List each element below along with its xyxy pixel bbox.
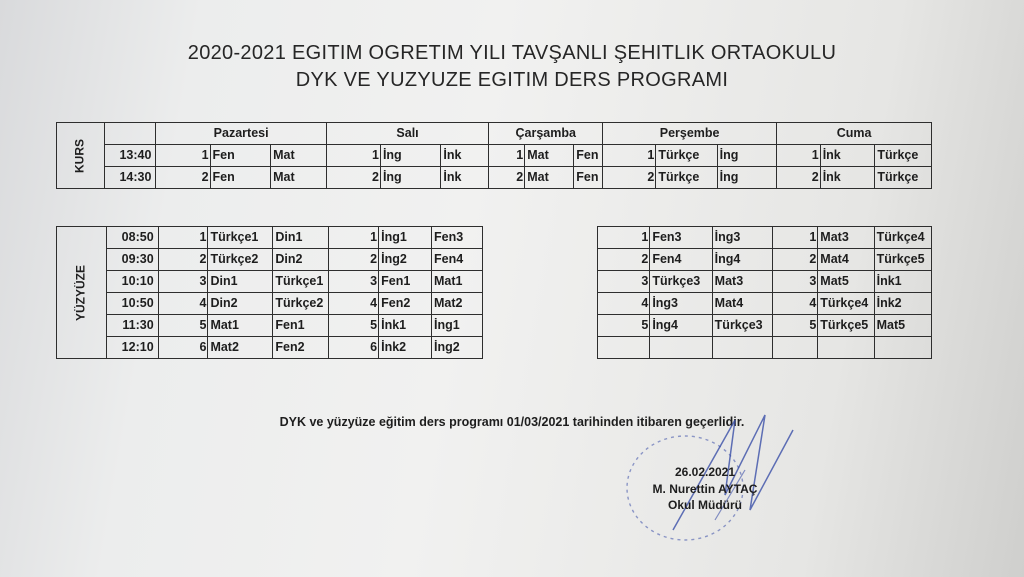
- kurs-table: [56, 122, 932, 189]
- lesson-cell: Fen4: [432, 249, 483, 271]
- table-row: [57, 167, 932, 189]
- lesson-cell: Mat4: [712, 293, 772, 315]
- time-cell: 10:10: [106, 271, 158, 293]
- period-number: 2: [329, 249, 379, 271]
- lesson-cell: Mat2: [432, 293, 483, 315]
- period-number: 1: [773, 227, 818, 249]
- lesson-cell: [818, 337, 874, 359]
- lesson-cell: Mat3: [818, 227, 874, 249]
- table-row: [57, 227, 483, 249]
- lesson-cell: Mat: [271, 167, 327, 189]
- lesson-cell: İng4: [650, 315, 712, 337]
- signature-date: 26.02.2021: [674, 465, 736, 479]
- day-header-sali: Salı: [326, 123, 488, 145]
- lesson-cell: Din1: [208, 271, 273, 293]
- table-row: [57, 315, 483, 337]
- lesson-cell: Türkçe3: [650, 271, 712, 293]
- lesson-cell: Türkçe5: [874, 249, 931, 271]
- time-cell: 08:50: [106, 227, 158, 249]
- period-number: 4: [329, 293, 379, 315]
- lesson-cell: Fen: [574, 145, 603, 167]
- lesson-cell: Türkçe4: [874, 227, 931, 249]
- lesson-cell: İnk1: [379, 315, 432, 337]
- period-number: 2: [326, 167, 380, 189]
- lesson-cell: İng: [717, 167, 776, 189]
- time-cell: 10:50: [106, 293, 158, 315]
- signature-name: M. Nurettin AYTAÇ: [652, 482, 758, 496]
- lesson-cell: Din2: [273, 249, 329, 271]
- table-row: [57, 249, 483, 271]
- lesson-cell: İng: [380, 167, 440, 189]
- stamp-signature-graphic: [615, 400, 815, 560]
- period-number: 4: [773, 293, 818, 315]
- lesson-cell: [712, 337, 772, 359]
- lesson-cell: Fen: [210, 145, 271, 167]
- lesson-cell: Fen4: [650, 249, 712, 271]
- lesson-cell: İnk: [441, 167, 489, 189]
- table-row: [598, 227, 932, 249]
- lesson-cell: Mat1: [208, 315, 273, 337]
- day-header-cuma: Cuma: [777, 123, 932, 145]
- lesson-cell: Türkçe: [875, 167, 932, 189]
- lesson-cell: Mat4: [818, 249, 874, 271]
- table-row: [598, 315, 932, 337]
- lesson-cell: [874, 337, 931, 359]
- lesson-cell: Mat5: [874, 315, 931, 337]
- lesson-cell: Fen1: [273, 315, 329, 337]
- header-blank: [104, 123, 155, 145]
- period-number: [773, 337, 818, 359]
- period-number: 1: [777, 145, 821, 167]
- period-number: 1: [598, 227, 650, 249]
- time-cell: 11:30: [106, 315, 158, 337]
- period-number: 5: [773, 315, 818, 337]
- lesson-cell: İng4: [712, 249, 772, 271]
- period-number: 5: [598, 315, 650, 337]
- lesson-cell: İnk1: [874, 271, 931, 293]
- period-number: 6: [158, 337, 208, 359]
- lesson-cell: İnk: [441, 145, 489, 167]
- lesson-cell: Fen3: [432, 227, 483, 249]
- lesson-cell: Türkçe: [875, 145, 932, 167]
- period-number: 2: [156, 167, 210, 189]
- period-number: [598, 337, 650, 359]
- period-number: 1: [326, 145, 380, 167]
- table-row: [598, 337, 932, 359]
- table-row: [598, 271, 932, 293]
- period-number: 3: [329, 271, 379, 293]
- lesson-cell: İng2: [379, 249, 432, 271]
- table-row: [57, 145, 932, 167]
- period-number: 2: [489, 167, 525, 189]
- day-header-pazartesi: Pazartesi: [156, 123, 326, 145]
- lesson-cell: Fen: [574, 167, 603, 189]
- period-number: 2: [777, 167, 821, 189]
- time-cell: 09:30: [106, 249, 158, 271]
- lesson-cell: İnk2: [379, 337, 432, 359]
- period-number: 5: [329, 315, 379, 337]
- period-number: 3: [158, 271, 208, 293]
- table-row: [598, 293, 932, 315]
- lesson-cell: Mat: [525, 145, 574, 167]
- yuzyuze-right-table: [597, 226, 932, 359]
- time-cell: 14:30: [104, 167, 155, 189]
- lesson-cell: Türkçe: [656, 145, 717, 167]
- period-number: 2: [158, 249, 208, 271]
- period-number: 2: [598, 249, 650, 271]
- period-number: 4: [598, 293, 650, 315]
- day-header-persembe: Perşembe: [603, 123, 777, 145]
- period-number: 1: [158, 227, 208, 249]
- lesson-cell: İng: [380, 145, 440, 167]
- period-number: 2: [773, 249, 818, 271]
- lesson-cell: Türkçe2: [273, 293, 329, 315]
- lesson-cell: Türkçe5: [818, 315, 874, 337]
- lesson-cell: İng2: [432, 337, 483, 359]
- table-row: [57, 337, 483, 359]
- lesson-cell: İng: [717, 145, 776, 167]
- period-number: 2: [603, 167, 656, 189]
- document-title: 2020-2021 EGITIM OGRETIM YILI TAVŞANLI ŞEHITLIK ORTAOKULU: [187, 42, 837, 64]
- lesson-cell: İnk: [820, 167, 875, 189]
- lesson-cell: İnk: [820, 145, 875, 167]
- period-number: 1: [489, 145, 525, 167]
- lesson-cell: Mat: [525, 167, 574, 189]
- lesson-cell: İng3: [712, 227, 772, 249]
- lesson-cell: Din2: [208, 293, 273, 315]
- period-number: 3: [773, 271, 818, 293]
- lesson-cell: Fen2: [273, 337, 329, 359]
- lesson-cell: Fen: [210, 167, 271, 189]
- day-header-carsamba: Çarşamba: [489, 123, 603, 145]
- lesson-cell: İng3: [650, 293, 712, 315]
- yuzyuze-label: YÜZYÜZE: [57, 227, 107, 359]
- lesson-cell: Mat: [271, 145, 327, 167]
- lesson-cell: Fen1: [379, 271, 432, 293]
- lesson-cell: Mat1: [432, 271, 483, 293]
- yuzyuze-left-table: [56, 226, 483, 359]
- lesson-cell: Mat5: [818, 271, 874, 293]
- lesson-cell: İng1: [432, 315, 483, 337]
- lesson-cell: Fen3: [650, 227, 712, 249]
- period-number: 3: [598, 271, 650, 293]
- period-number: 5: [158, 315, 208, 337]
- period-number: 6: [329, 337, 379, 359]
- table-row: [598, 249, 932, 271]
- lesson-cell: Din1: [273, 227, 329, 249]
- lesson-cell: Türkçe2: [208, 249, 273, 271]
- lesson-cell: [650, 337, 712, 359]
- period-number: 1: [329, 227, 379, 249]
- lesson-cell: İng1: [379, 227, 432, 249]
- lesson-cell: Türkçe: [656, 167, 717, 189]
- document-subtitle: DYK VE YUZYUZE EGITIM DERS PROGRAMI: [295, 69, 729, 91]
- lesson-cell: Mat2: [208, 337, 273, 359]
- kurs-label: KURS: [57, 123, 105, 189]
- time-cell: 12:10: [106, 337, 158, 359]
- period-number: 4: [158, 293, 208, 315]
- time-cell: 13:40: [104, 145, 155, 167]
- lesson-cell: Türkçe3: [712, 315, 772, 337]
- lesson-cell: İnk2: [874, 293, 931, 315]
- lesson-cell: Mat3: [712, 271, 772, 293]
- lesson-cell: Türkçe1: [208, 227, 273, 249]
- lesson-cell: Türkçe4: [818, 293, 874, 315]
- table-row: [57, 293, 483, 315]
- lesson-cell: Türkçe1: [273, 271, 329, 293]
- period-number: 1: [156, 145, 210, 167]
- signature-title: Okul Müdürü: [668, 498, 742, 512]
- table-row: [57, 271, 483, 293]
- lesson-cell: Fen2: [379, 293, 432, 315]
- validity-notice: DYK ve yüzyüze eğitim ders programı 01/03/2021 tarihinden itibaren geçerlidir.: [279, 415, 745, 429]
- period-number: 1: [603, 145, 656, 167]
